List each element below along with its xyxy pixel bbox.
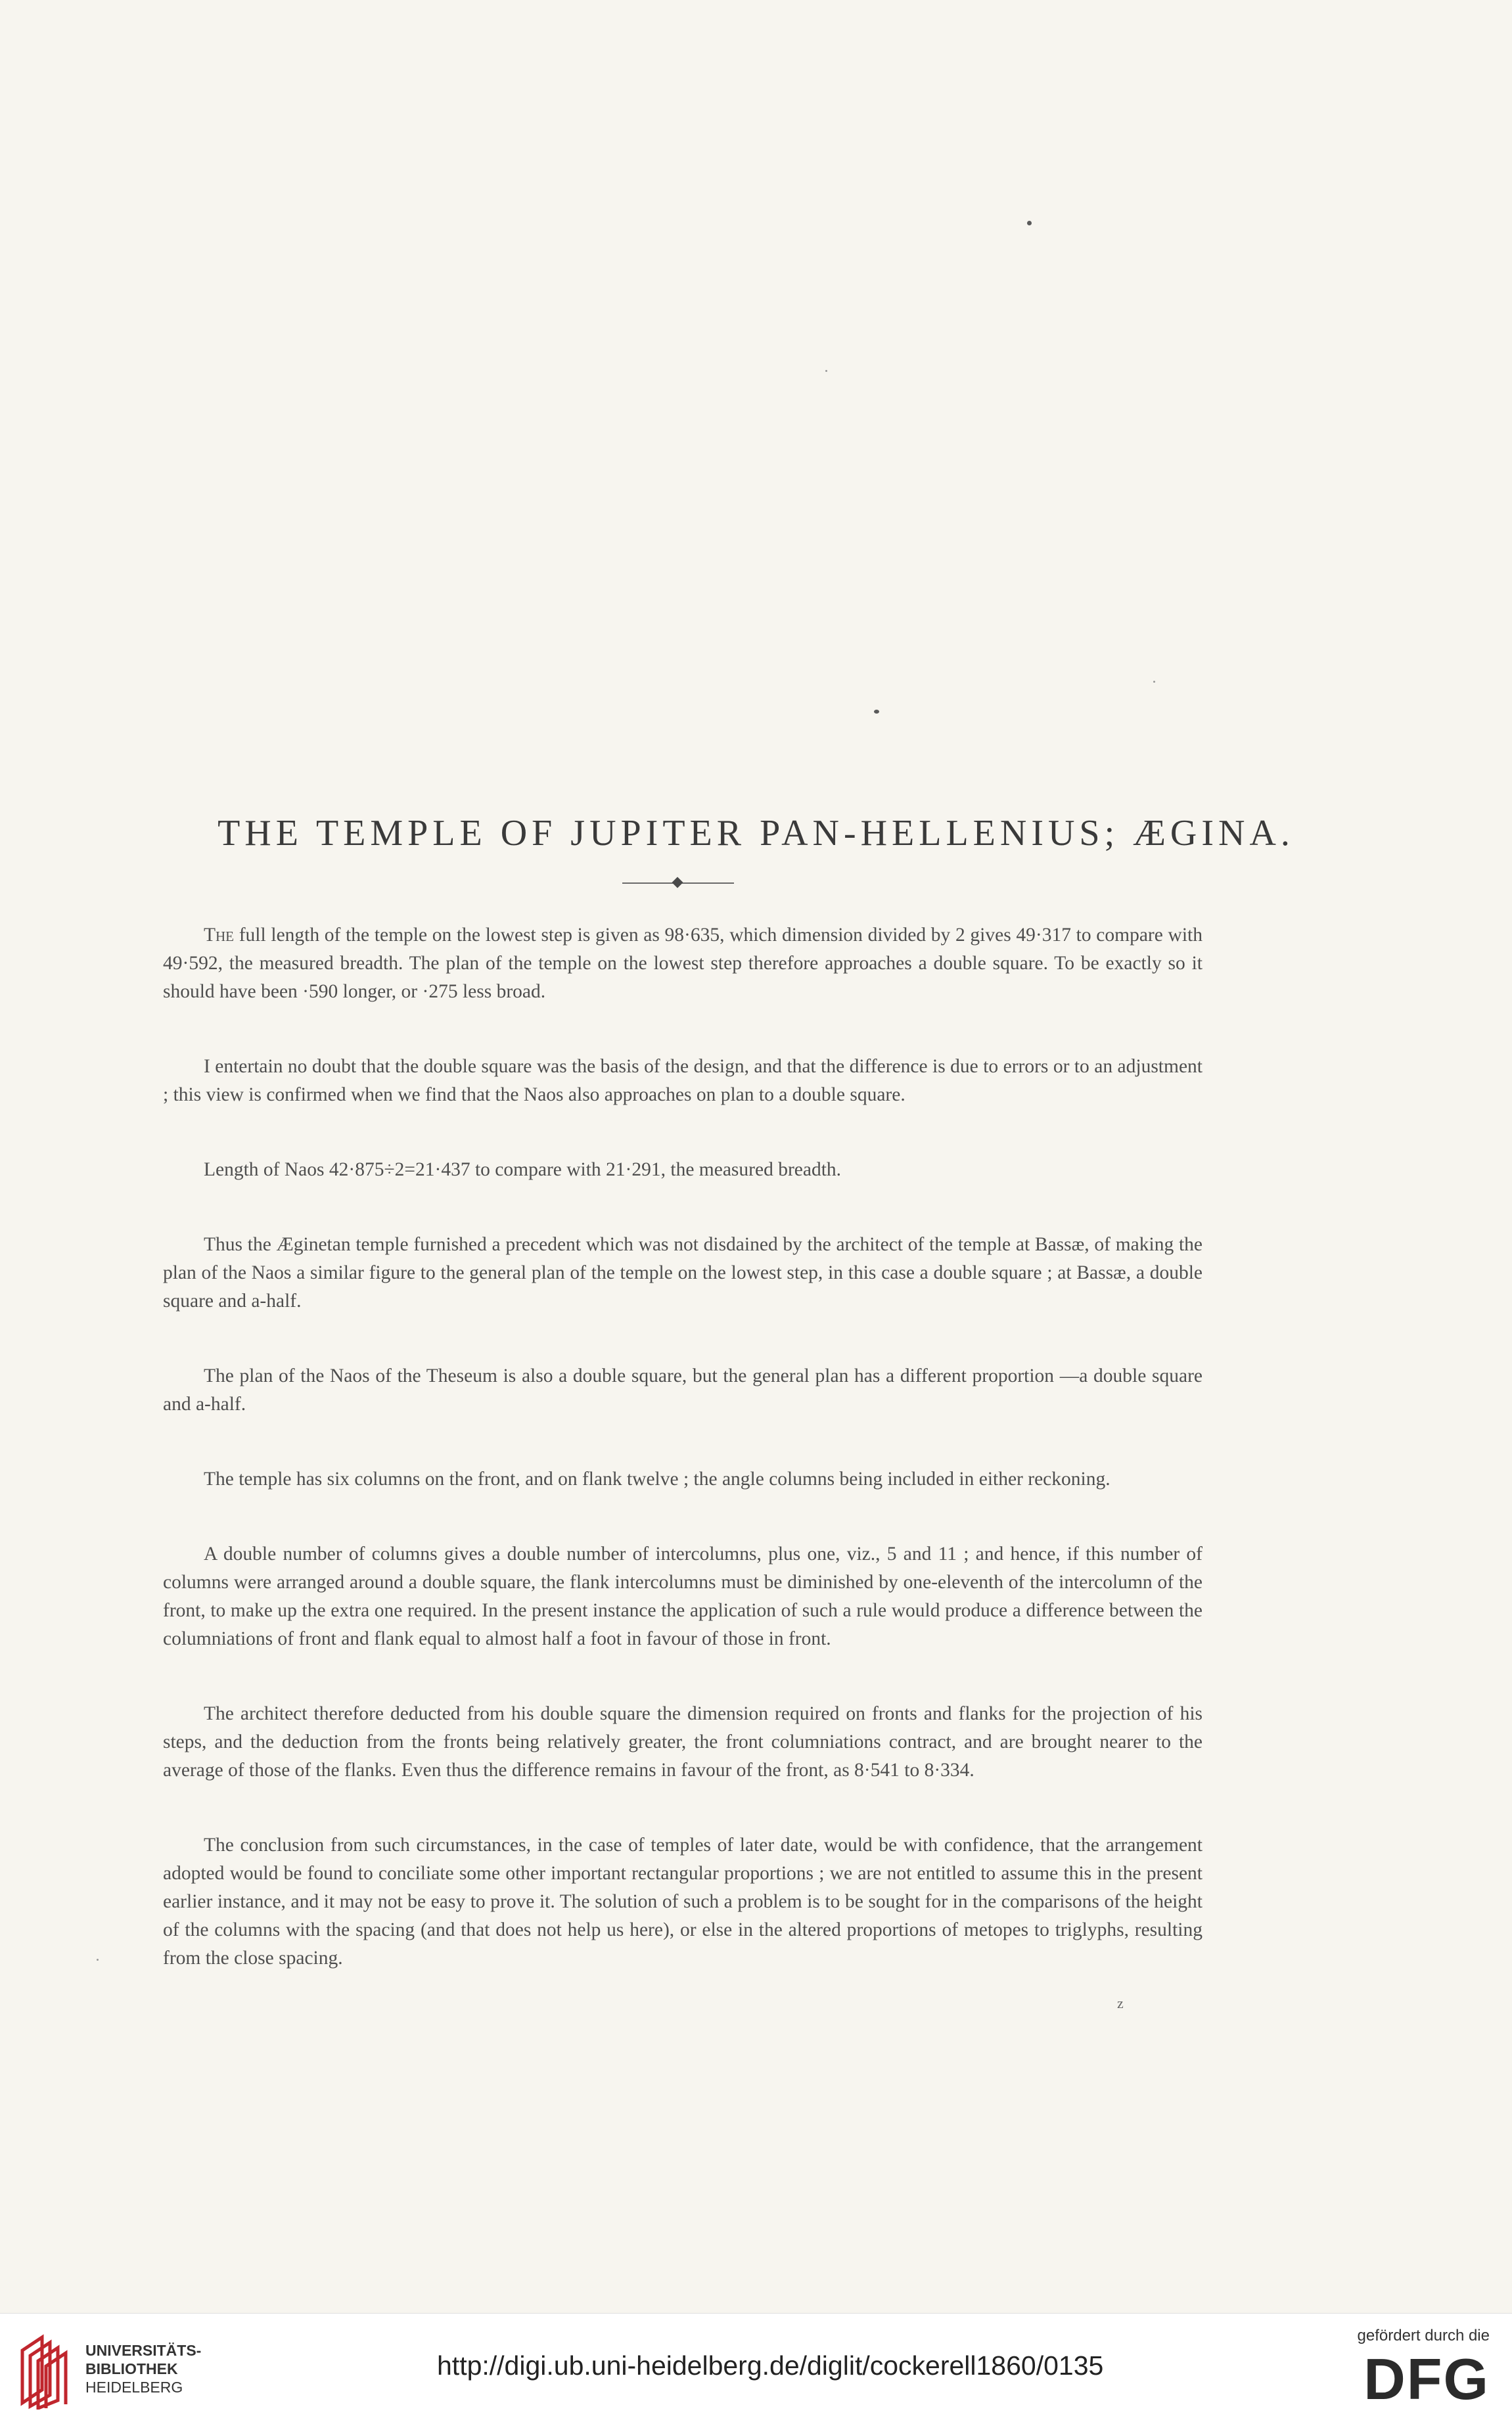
paragraph-1-lead: The <box>204 925 235 946</box>
title-rule-ornament <box>672 877 683 888</box>
paragraph-9: The conclusion from such circumstances, in the case of temples of later date, would be with confidence, that the arrangement adopted would be found to conciliate some other important rectangular proportions ; we are not entitled to assume this in the present earlier instance, and it may not be easy to prove it. The solution of such a problem is to be sought for in the comparisons of the height of the columns with the spacing (and that does not help us here), or else in the altered proportions of metopes to triglyphs, resulting from the close spacing. <box>163 1835 1203 1969</box>
ink-speck <box>97 1959 99 1961</box>
body-text <box>163 921 1203 1973</box>
paragraph-2: I entertain no doubt that the double square was the basis of the design, and that the difference is due to errors or to an adjustment ; this view is confirmed when we find that the Naos also approaches on plan to a double square. <box>163 1056 1203 1105</box>
library-name-line-2: BIBLIOTHEK <box>85 2360 178 2377</box>
library-name <box>85 2341 201 2396</box>
ink-speck <box>874 710 879 714</box>
paragraph-5: The plan of the Naos of the Theseum is also a double square, but the general plan has a different proportion —a double square and a-half. <box>163 1365 1203 1415</box>
footer-bar <box>0 2313 1512 2424</box>
ink-speck <box>1027 221 1032 225</box>
paragraph-3: Length of Naos 42·875÷2=21·437 to compare with 21·291, the measured breadth. <box>204 1159 842 1180</box>
library-name-line-1: UNIVERSITÄTS- <box>85 2342 202 2359</box>
library-name-line-3: HEIDELBERG <box>85 2379 183 2396</box>
paragraph-1 <box>163 921 1203 1006</box>
signature-mark: z <box>1117 1995 1124 2011</box>
funding-label: gefördert durch die <box>1357 2327 1490 2344</box>
ink-speck <box>1153 681 1155 683</box>
paragraph-6: The temple has six columns on the front, and on flank twelve ; the angle columns being included in either reckoning. <box>204 1469 1111 1490</box>
paragraph-4: Thus the Æginetan temple furnished a precedent which was not disdained by the architect of the temple at Bassæ, of making the plan of the Naos a similar figure to the general plan of the temple on the lowest step, in this case a double square ; at Bassæ, a double square and a-half. <box>163 1234 1203 1312</box>
paragraph-7: A double number of columns gives a double number of intercolumns, plus one, viz., 5 and 11 ; and hence, if this number of columns were arranged around a double square, the flank intercolumns must be diminished by one-eleventh of the intercolumn of the front, to make up the extra one required. In the present instance the application of such a rule would produce a difference between the columniations of front and flank equal to almost half a foot in favour of those in front. <box>163 1544 1203 1649</box>
paragraph-1-text: full length of the temple on the lowest step is given as 98·635, which dimension divided by 2 gives 49·317 to compare with 49·592, the measured breadth. The plan of the temple on the lowest step therefore approaches a double square. To be exactly so it should have been ·590 longer, or ·275 less broad. <box>163 925 1203 1002</box>
page-title: THE TEMPLE OF JUPITER PAN-HELLENIUS; ÆGINA. <box>218 813 1294 854</box>
permalink-url[interactable]: http://digi.ub.uni-heidelberg.de/diglit/cockerell1860/0135 <box>437 2350 1104 2381</box>
paragraph-8: The architect therefore deducted from his double square the dimension required on fronts and flanks for the projection of his steps, and the deduction from the fronts being relatively greater, the front columniations contract, and are brought nearer to the average of those of the flanks. Even thus the difference remains in favour of the front, as 8·541 to 8·334. <box>163 1703 1203 1781</box>
university-library-logo-icon <box>16 2331 72 2410</box>
ink-speck <box>825 370 827 372</box>
dfg-logo: DFG <box>1363 2346 1490 2412</box>
